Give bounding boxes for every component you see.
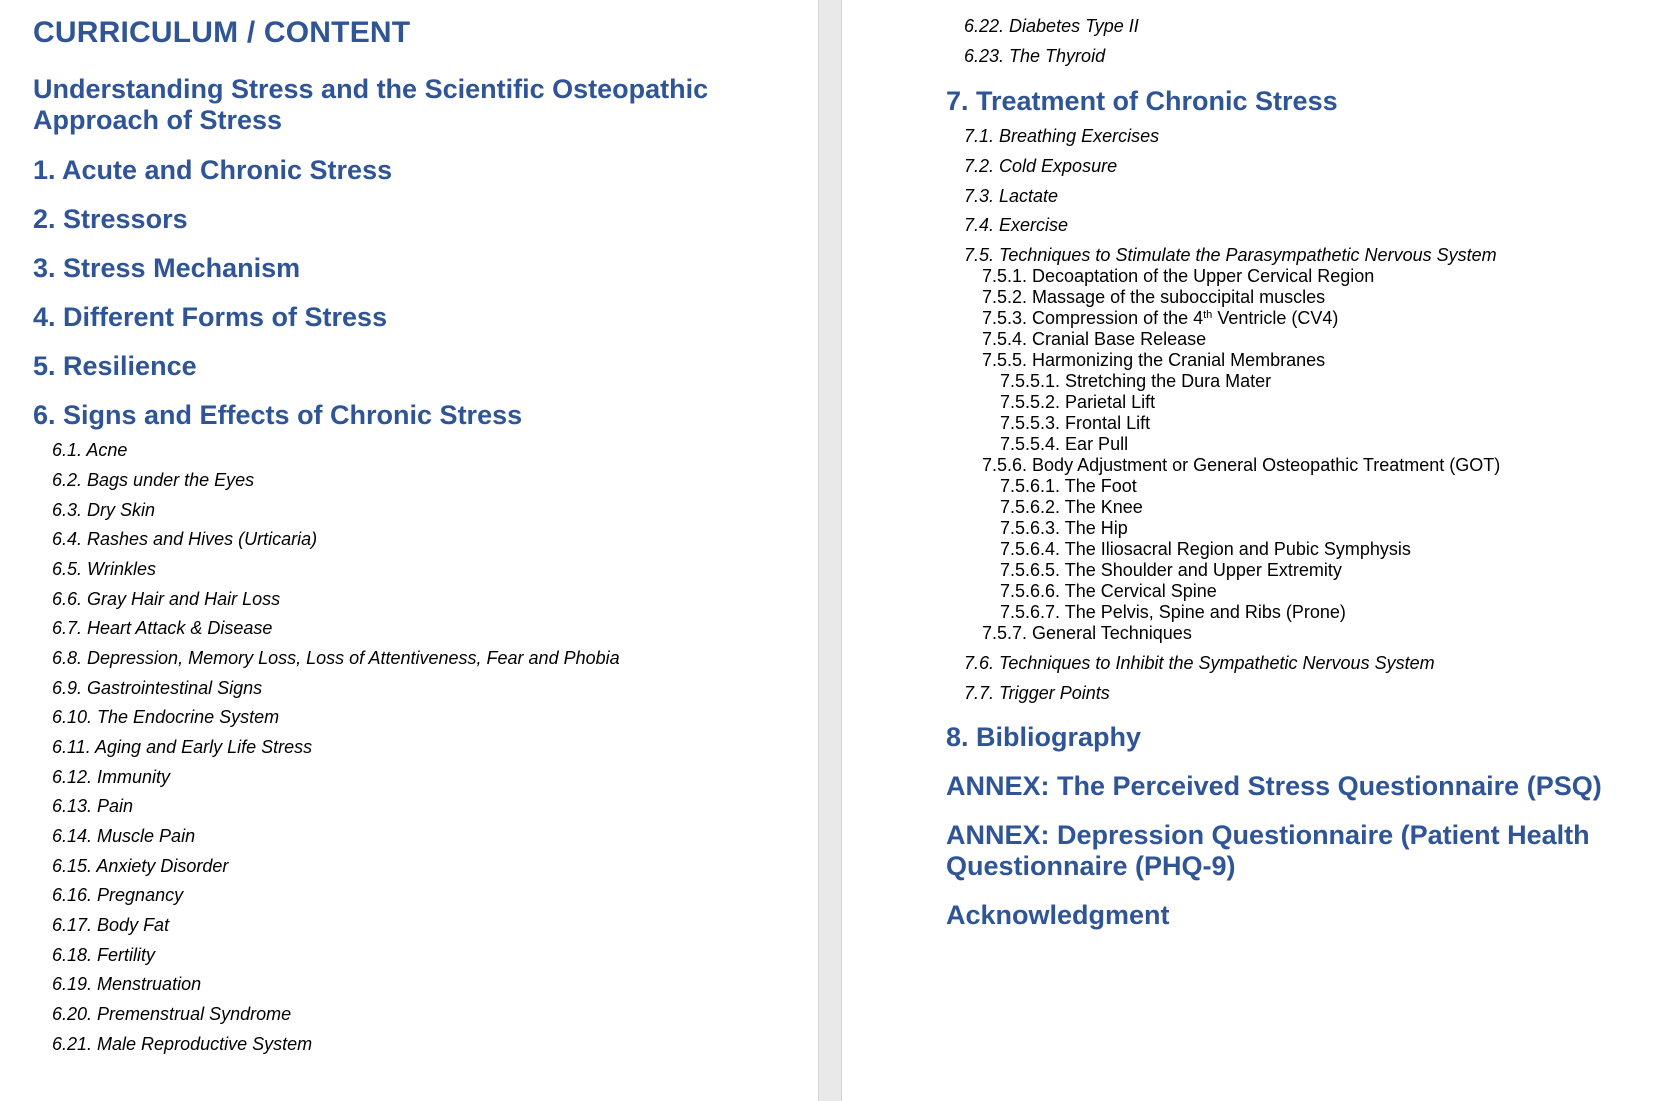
toc-item: 7.3. Lactate (964, 186, 1059, 206)
toc-item: 6.8. Depression, Memory Loss, Loss of Attentiveness, Fear and Phobia (52, 648, 620, 668)
heading-section-6: 6. Signs and Effects of Chronic Stress (33, 400, 523, 430)
curriculum-title: CURRICULUM / CONTENT (33, 16, 411, 49)
heading-section-7: 7. Treatment of Chronic Stress (946, 86, 1338, 116)
heading-intro: Understanding Stress and the Scientific Osteopathic Approach of Stress (33, 74, 709, 135)
heading-annex-phq9: ANNEX: Depression Questionnaire (Patient Health Questionnaire (PHQ-9) (946, 820, 1590, 881)
toc-item: 6.15. Anxiety Disorder (52, 856, 229, 876)
toc-subsubitem: 7.5.6.4. The Iliosacral Region and Pubic Symphysis (1000, 539, 1411, 559)
toc-subsubitem: 7.5.5.2. Parietal Lift (1000, 392, 1156, 412)
heading-section-1: 1. Acute and Chronic Stress (33, 155, 393, 185)
page-gutter (818, 0, 842, 1101)
toc-item: 6.9. Gastrointestinal Signs (52, 678, 263, 698)
toc-item: 7.4. Exercise (964, 215, 1069, 235)
toc-item: 7.7. Trigger Points (964, 683, 1110, 703)
toc-item: 6.5. Wrinkles (52, 559, 157, 579)
toc-item: 6.12. Immunity (52, 767, 171, 787)
heading-acknowledgment: Acknowledgment (946, 900, 1170, 930)
heading-section-4: 4. Different Forms of Stress (33, 302, 388, 332)
toc-item: 6.14. Muscle Pain (52, 826, 196, 846)
toc-item: 7.2. Cold Exposure (964, 156, 1118, 176)
heading-section-8: 8. Bibliography (946, 722, 1142, 752)
toc-subsubitem: 7.5.6.7. The Pelvis, Spine and Ribs (Prone) (1000, 602, 1346, 622)
toc-subsubitem: 7.5.5.1. Stretching the Dura Mater (1000, 371, 1272, 391)
toc-item: 6.6. Gray Hair and Hair Loss (52, 589, 281, 609)
toc-item: 6.21. Male Reproductive System (52, 1034, 313, 1054)
toc-item: 6.2. Bags under the Eyes (52, 470, 255, 490)
toc-subsubitem: 7.5.6.3. The Hip (1000, 518, 1128, 538)
page-left (0, 0, 818, 1101)
toc-item: 6.13. Pain (52, 796, 134, 816)
toc-item: 7.5. Techniques to Stimulate the Parasympathetic Nervous System (964, 245, 1497, 265)
toc-subsubitem: 7.5.6.1. The Foot (1000, 476, 1137, 496)
toc-item: 7.1. Breathing Exercises (964, 126, 1160, 146)
toc-item: 6.23. The Thyroid (964, 46, 1106, 66)
toc-subsubitem: 7.5.6.5. The Shoulder and Upper Extremity (1000, 560, 1342, 580)
toc-item: 6.18. Fertility (52, 945, 156, 965)
toc-item: 6.7. Heart Attack & Disease (52, 618, 273, 638)
toc-item: 6.17. Body Fat (52, 915, 170, 935)
toc-item: 6.3. Dry Skin (52, 500, 156, 520)
toc-item: 6.19. Menstruation (52, 974, 202, 994)
toc-subitem: 7.5.3. Compression of the 4th Ventricle (CV4) (982, 308, 1339, 328)
toc-subitem: 7.5.6. Body Adjustment or General Osteopathic Treatment (GOT) (982, 455, 1501, 475)
heading-section-5: 5. Resilience (33, 351, 197, 381)
heading-section-3: 3. Stress Mechanism (33, 253, 301, 283)
toc-item: 6.11. Aging and Early Life Stress (52, 737, 313, 757)
toc-item: 6.16. Pregnancy (52, 885, 184, 905)
toc-subitem: 7.5.5. Harmonizing the Cranial Membranes (982, 350, 1326, 370)
toc-subitem: 7.5.1. Decoaptation of the Upper Cervical Region (982, 266, 1375, 286)
toc-subsubitem: 7.5.6.2. The Knee (1000, 497, 1143, 517)
toc-subitem: 7.5.2. Massage of the suboccipital muscles (982, 287, 1326, 307)
toc-subsubitem: 7.5.5.4. Ear Pull (1000, 434, 1129, 454)
toc-subitem: 7.5.7. General Techniques (982, 623, 1192, 643)
toc-item: 6.10. The Endocrine System (52, 707, 280, 727)
toc-item: 6.20. Premenstrual Syndrome (52, 1004, 292, 1024)
heading-section-2: 2. Stressors (33, 204, 188, 234)
page-right (842, 0, 1670, 1101)
toc-item: 6.22. Diabetes Type II (964, 16, 1139, 36)
toc-item: 7.6. Techniques to Inhibit the Sympathetic Nervous System (964, 653, 1435, 673)
heading-annex-psq: ANNEX: The Perceived Stress Questionnaire (PSQ) (946, 771, 1602, 801)
toc-item: 6.1. Acne (52, 440, 128, 460)
toc-subsubitem: 7.5.5.3. Frontal Lift (1000, 413, 1151, 433)
toc-item: 6.4. Rashes and Hives (Urticaria) (52, 529, 318, 549)
toc-subitem: 7.5.4. Cranial Base Release (982, 329, 1207, 349)
toc-subsubitem: 7.5.6.6. The Cervical Spine (1000, 581, 1217, 601)
